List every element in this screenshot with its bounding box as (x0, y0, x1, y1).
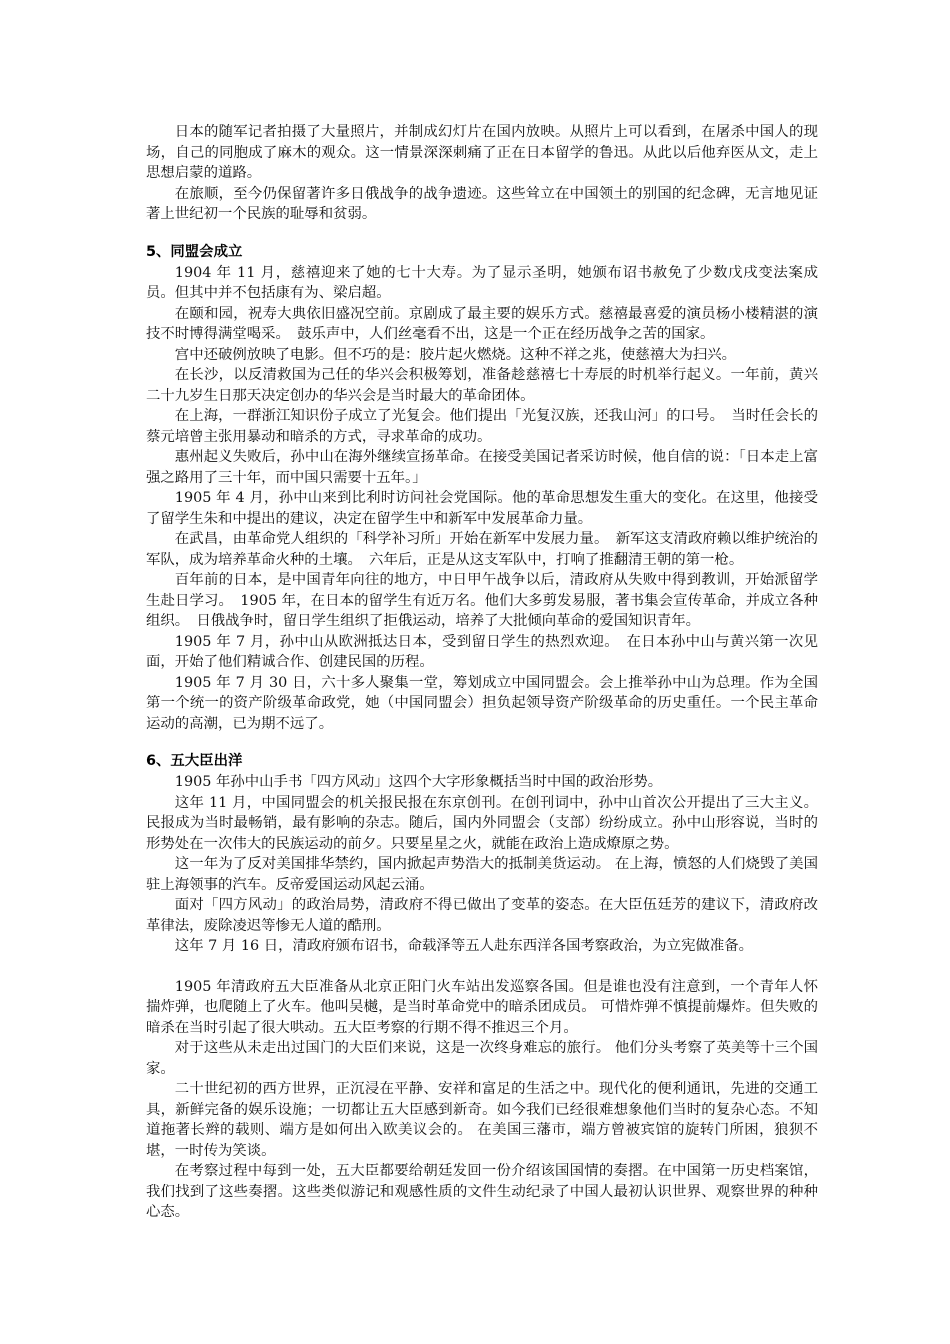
section-heading-6: 6、五大臣出洋 (146, 753, 243, 769)
paragraph: 宫中还破例放映了电影。但不巧的是：胶片起火燃烧。这种不祥之兆，使慈禧大为扫兴。 (174, 346, 737, 363)
paragraph: 在长沙，以反清救国为己任的华兴会积极筹划，准备趁慈禧七十寿辰的时机举行起义。一年前，黄兴二十九岁生日那天决定创办的华兴会是当时最大的革命团体。 (146, 367, 818, 404)
paragraph: 1905 年孙中山手书「四方风动」这四个大字形象概括当时中国的政治形势。 (174, 774, 663, 790)
paragraph: 1905 年 7 月 30 日，六十多人聚集一堂，筹划成立中国同盟会。会上推举孙中山为总理。作为全国第一个统一的资产阶级革命政党，她（中国同盟会）担负起领导资产阶级革命的历史重任。一个民主革命运动的高潮，已为期不远了。 (146, 674, 818, 732)
paragraph: 在旅顺，至今仍保留著许多日俄战争的战争遗迹。这些耸立在中国领土的别国的纪念碑，无言地见证著上世纪初一个民族的耻辱和贫弱。 (146, 185, 818, 222)
paragraph: 1905 年 7 月，孙中山从欧洲抵达日本，受到留日学生的热烈欢迎。 在日本孙中山与黄兴第一次见面，开始了他们精诚合作、创建民国的历程。 (146, 633, 818, 670)
paragraph: 1904 年 11 月，慈禧迎来了她的七十大寿。为了显示圣明，她颁布诏书赦免了少数戊戌变法案成员。但其中并不包括康有为、梁启超。 (146, 264, 818, 301)
paragraph: 在上海，一群浙江知识份子成立了光复会。他们提出「光复汉族，还我山河」的口号。 当时任会长的蔡元培曾主张用暴动和暗杀的方式，寻求革命的成功。 (146, 408, 818, 445)
section-heading-5: 5、同盟会成立 (146, 243, 243, 260)
paragraph: 惠州起义失败后，孙中山在海外继续宣扬革命。在接受美国记者采访时候，他自信的说：「日本走上富强之路用了三十年，而中国只需要十五年。」 (146, 449, 818, 486)
paragraph: 对于这些从未走出过国门的大臣们来说，这是一次终身难忘的旅行。 他们分头考察了英美等十三个国家。 (146, 1040, 818, 1077)
document-page (146, 122, 818, 1223)
paragraph: 二十世纪初的西方世界，正沉浸在平静、安祥和富足的生活之中。现代化的便利通讯，先进的交通工具，新鲜完备的娱乐设施；一切都让五大臣感到新奇。如今我们已经很难想象他们当时的复杂心态。不知道拖著长辫的载则、端方是如何出入欧美议会的。 在美国三藩市，端方曾被宾馆的旋转门所困，狼狈不堪，一时传为笑谈。 (146, 1081, 818, 1159)
paragraph: 在武昌，由革命党人组织的「科学补习所」开始在新军中发展力量。 新军这支清政府赖以维护统治的军队，成为培养革命火种的土壤。 六年后，正是从这支军队中，打响了推翻清王朝的第一枪。 (146, 531, 818, 568)
paragraph: 日本的随军记者拍摄了大量照片，并制成幻灯片在国内放映。从照片上可以看到，在屠杀中国人的现场，自己的同胞成了麻木的观众。这一情景深深刺痛了正在日本留学的鲁迅。从此以后他弃医从文，走上思想启蒙的道路。 (146, 124, 818, 181)
paragraph: 在考察过程中每到一处，五大臣都要给朝廷发回一份介绍该国国情的奏摺。在中国第一历史档案馆，我们找到了这些奏摺。这些类似游记和观感性质的文件生动纪录了中国人最初认识世界、观察世界的种种心态。 (146, 1163, 818, 1220)
paragraph: 1905 年清政府五大臣准备从北京正阳门火车站出发巡察各国。但是谁也没有注意到，一个青年人怀揣炸弹，也爬随上了火车。他叫吴樾，是当时革命党中的暗杀团成员。 可惜炸弹不慎提前爆炸。但失败的暗杀在当时引起了很大哄动。五大臣考察的行期不得不推迟三个月。 (146, 978, 818, 1036)
paragraph: 面对「四方风动」的政治局势，清政府不得已做出了变革的姿态。在大臣伍廷芳的建议下，清政府改革律法，废除凌迟等惨无人道的酷刑。 (146, 897, 818, 934)
paragraph: 这一年为了反对美国排华禁约，国内掀起声势浩大的抵制美货运动。 在上海，愤怒的人们烧毁了美国驻上海领事的汽车。反帝爱国运动风起云涌。 (146, 856, 818, 893)
paragraph: 百年前的日本，是中国青年向往的地方，中日甲午战争以后，清政府从失败中得到教训，开始派留学生赴日学习。 1905 年，在日本的留学生有近万名。他们大多剪发易服，著书集会宣传革命，并成立各种组织。 日俄战争时，留日学生组织了拒俄运动，培养了大批倾向革命的爱国知识青年。 (146, 572, 818, 629)
paragraph: 这年 7 月 16 日，清政府颁布诏书，命载泽等五人赴东西洋各国考察政治，为立宪做准备。 (174, 938, 754, 954)
paragraph-gap (146, 957, 818, 977)
paragraph: 在颐和园，祝寿大典依旧盛况空前。京剧成了最主要的娱乐方式。慈禧最喜爱的演员杨小楼精湛的演技不时博得满堂喝采。 鼓乐声中，人们丝毫看不出，这是一个正在经历战争之苦的国家。 (146, 305, 818, 342)
paragraph: 1905 年 4 月，孙中山来到比利时访问社会党国际。他的革命思想发生重大的变化。在这里，他接受了留学生朱和中提出的建议，决定在留学生中和新军中发展革命力量。 (146, 490, 818, 527)
paragraph: 这年 11 月，中国同盟会的机关报民报在东京创刊。在创刊词中，孙中山首次公开提出了三大主义。民报成为当时最畅销，最有影响的杂志。随后，国内外同盟会（支部）纷纷成立。孙中山形容说，当时的形势处在一次伟大的民族运动的前夕。只要星星之火，就能在政治上造成燎原之势。 (146, 794, 818, 852)
